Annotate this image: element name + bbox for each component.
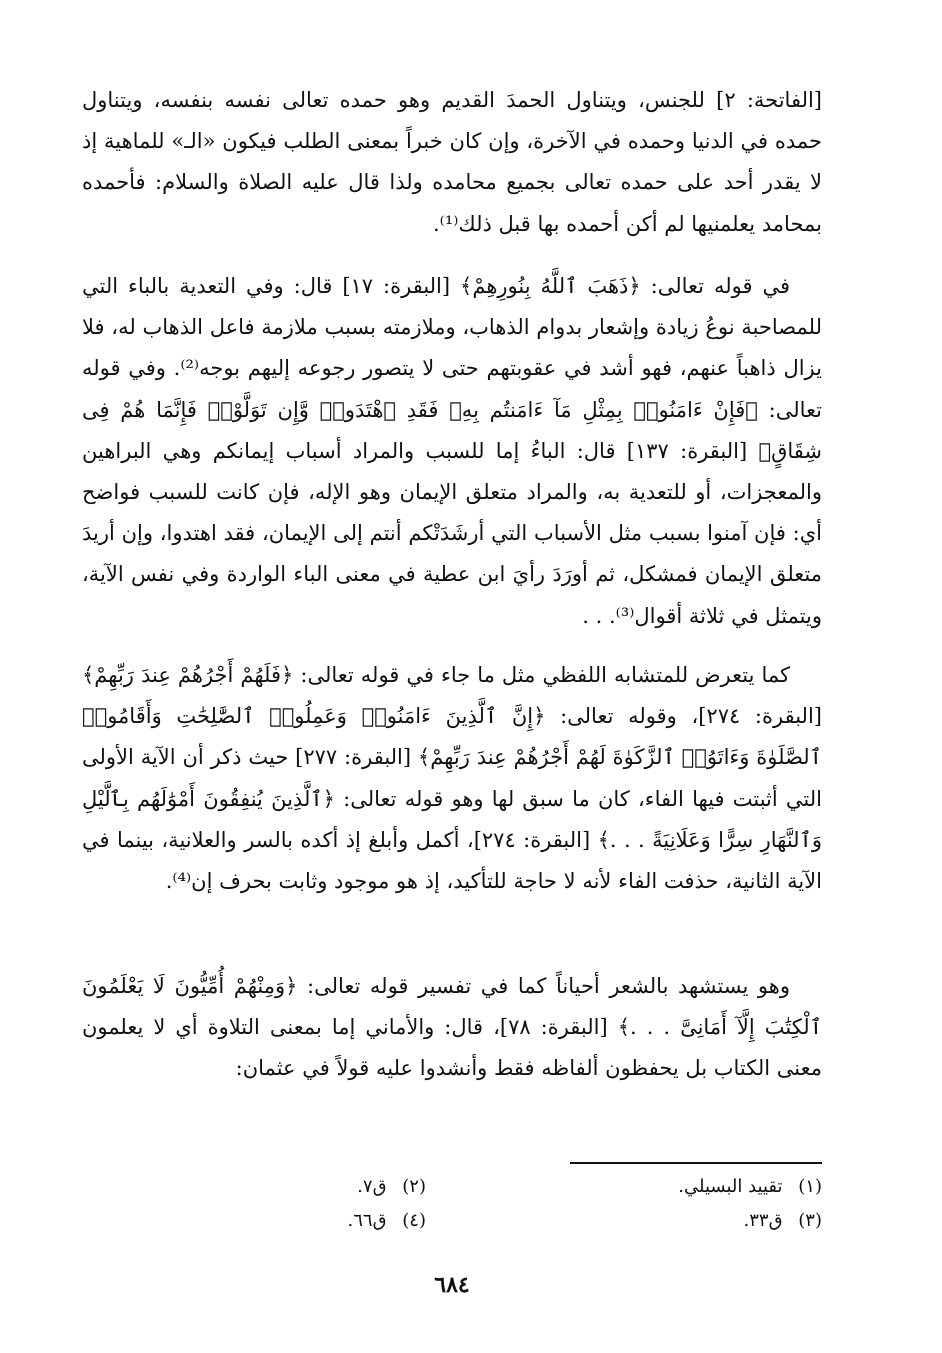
paragraph-4: وهو يستشهد بالشعر أحياناً كما في تفسير قوله تعالى: ﴿وَمِنْهُمْ أُمِّيُّونَ لَا يَعْلَمُونَ ٱلْكِتَٰبَ إِلَّآ أَمَانِىَّ . . .﴾ [البقرة: ٧٨]، قال: والأماني إما بمعنى التلاوة أي لا يعلمون معنى الكتاب بل يحفظون ألفاظه فقط وأنشدوا عليه قولاً في عثمان:	[82, 974, 822, 1081]
footnote-4	[347, 1210, 426, 1231]
footnote-2	[357, 1176, 426, 1197]
document-page	[82, 80, 822, 1320]
footnote-number: (٣)	[798, 1210, 822, 1231]
footnote-separator	[570, 1162, 822, 1164]
footnotes	[82, 1176, 822, 1256]
footnote-text: ق٦٦.	[347, 1210, 387, 1231]
paragraph-2: في قوله تعالى: ﴿ذَهَبَ ٱللَّهُ بِنُورِهِمْ﴾ [البقرة: ١٧] قال: وفي التعدية بالباء التي للمصاحبة نوعُ زيادة وإشعار بدوام الذهاب، وملازمته بسبب ملازمة فاعل الذهاب له، فلا يزال ذاهباً عنهم، فهو أشد في عقوبتهم حتى لا يتصور رجوعه إليهم بوجه⁽²⁾. وفي قوله تعالى: ﴿فَإِنْ ءَامَنُوا۟ بِمِثْلِ مَآ ءَامَنتُم بِهِۦ فَقَدِ ٱهْتَدَوا۟ وَّإِن تَوَلَّوْا۟ فَإِنَّمَا هُمْ فِى شِقَاقٍ﴾ [البقرة: ١٣٧] قال: الباءُ إما للسبب والمراد أسباب إيمانكم وهي البراهين والمعجزات، أو للتعدية به، والمراد متعلق الإيمان وهو الإله، فإن كانت للسبب فواضح أي: فإن آمنوا بسبب مثل الأسباب التي أرشَدَتْكم أنتم إلى الإيمان، فقد اهتدوا، وإن أريدَ متعلق الإيمان فمشكل، ثم أورَدَ رأيَ ابن عطية في معنى الباء الواردة وفي نفس الآية، ويتمثل في ثلاثة أقوال⁽³⁾. . .	[82, 274, 823, 628]
footnote-text: تقييد البسيلي.	[678, 1176, 783, 1197]
footnote-text: ق٧.	[357, 1176, 387, 1197]
footnote-number: (١)	[798, 1176, 822, 1197]
paragraph-1: [الفاتحة: ٢] للجنس، ويتناول الحمدَ القديم وهو حمده تعالى نفسه بنفسه، ويتناول حمده في الدنيا وحمده في الآخرة، وإن كان خبراً بمعنى الطلب فيكون «الـ» للماهية إذ لا يقدر أحد على حمده تعالى بجميع محامده ولذا قال عليه الصلاة والسلام: فأحمده بمحامد يعلمنيها لم أكن أحمده بها قبل ذلك⁽¹⁾.	[82, 88, 822, 236]
footnote-number: (٢)	[402, 1176, 426, 1197]
footnote-1	[678, 1176, 822, 1197]
paragraph-3: كما يتعرض للمتشابه اللفظي مثل ما جاء في قوله تعالى: ﴿فَلَهُمْ أَجْرُهُمْ عِندَ رَبِّهِمْ﴾ [البقرة: ٢٧٤]، وقوله تعالى: ﴿إِنَّ ٱلَّذِينَ ءَامَنُوا۟ وَعَمِلُوا۟ ٱلصَّٰلِحَٰتِ وَأَقَامُوا۟ ٱلصَّلَوٰةَ وَءَاتَوُا۟ ٱلزَّكَوٰةَ لَهُمْ أَجْرُهُمْ عِندَ رَبِّهِمْ﴾ [البقرة: ٢٧٧] حيث ذكر أن الآية الأولى التي أثبتت فيها الفاء، كان ما سبق لها وهو قوله تعالى: ﴿ٱلَّذِينَ يُنفِقُونَ أَمْوَٰلَهُم بِٱلَّيْلِ وَٱلنَّهَارِ سِرًّا وَعَلَانِيَةً . . .﴾ [البقرة: ٢٧٤]، أكمل وأبلغ إذ أكده بالسر والعلانية، بينما في الآية الثانية، حذفت الفاء لأنه لا حاجة للتأكيد، إذ هو موجود وثابت بحرف إن⁽⁴⁾.	[82, 663, 822, 894]
footnote-text: ق٣٣.	[743, 1210, 783, 1231]
page-number: ٦٨٤	[434, 1272, 470, 1298]
footnote-number: (٤)	[402, 1210, 426, 1231]
footnote-3	[743, 1210, 822, 1231]
